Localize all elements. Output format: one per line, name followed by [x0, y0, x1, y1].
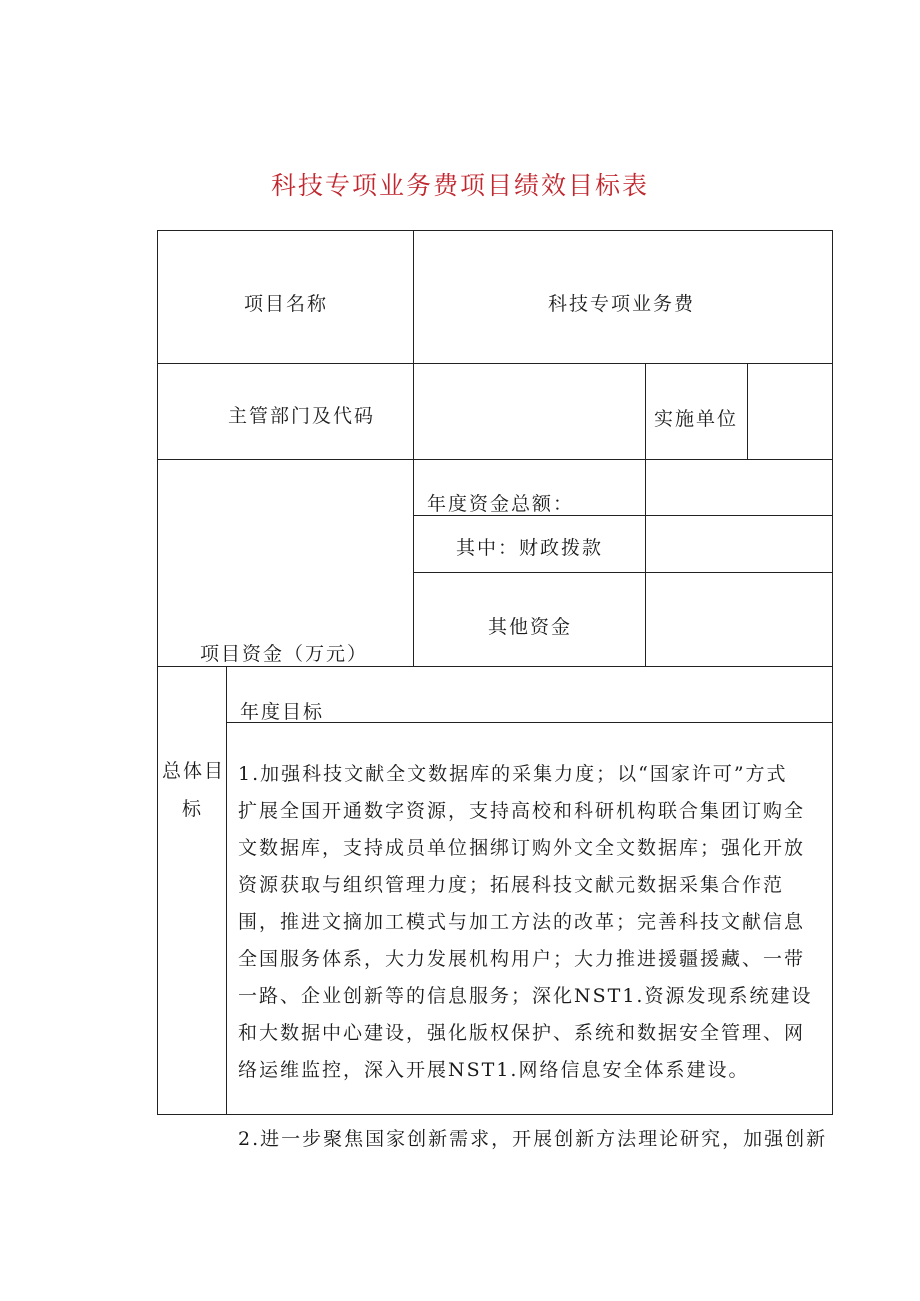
row-divider	[157, 666, 833, 667]
paragraph-line: 全国服务体系，大力发展机构用户；大力推进援疆援藏、一带	[238, 948, 806, 970]
page-title: 科技专项业务费项目绩效目标表	[270, 171, 649, 200]
paragraph-line: 1.加强科技文献全文数据库的采集力度；以“国家许可”方式	[238, 763, 788, 785]
row-divider	[413, 572, 833, 573]
funds-label: 项目资金（万元）	[200, 643, 369, 665]
overall-goal-label-line1: 总体目	[162, 760, 226, 782]
overall-goal-label-line2: 标	[182, 798, 204, 820]
paragraph-line: 络运维监控，深入开展NST1.网络信息安全体系建设。	[238, 1059, 750, 1081]
table-border-left	[157, 230, 158, 1115]
column-divider	[747, 363, 748, 460]
table-border-right	[832, 230, 833, 1115]
row-divider	[157, 363, 833, 364]
column-divider	[645, 363, 646, 460]
other-funds-label: 其他资金	[488, 616, 573, 638]
project-name-label: 项目名称	[244, 293, 329, 315]
column-divider	[413, 230, 414, 667]
paragraph-line: 和大数据中心建设，强化版权保护、系统和数据安全管理、网	[238, 1022, 806, 1044]
department-label: 主管部门及代码	[228, 405, 376, 427]
paragraph-line: 围，推进文摘加工模式与加工方法的改革；完善科技文献信息	[238, 911, 806, 933]
project-name-value: 科技专项业务费	[548, 293, 696, 315]
column-divider	[645, 459, 646, 667]
annual-goal-label: 年度目标	[240, 701, 325, 723]
row-divider	[157, 459, 833, 460]
unit-label: 实施单位	[654, 408, 739, 430]
paragraph-line: 扩展全国开通数字资源，支持高校和科研机构联合集团订购全	[238, 800, 806, 822]
paragraph-line: 资源获取与组织管理力度；拓展科技文献元数据采集合作范	[238, 874, 785, 896]
paragraph-line: 文数据库，支持成员单位捆绑订购外文全文数据库；强化开放	[238, 837, 806, 859]
fiscal-funds-label: 其中：财政拨款	[456, 537, 604, 559]
continuation-text: 2.进一步聚焦国家创新需求，开展创新方法理论研究，加强创新	[238, 1128, 828, 1150]
total-funds-label: 年度资金总额：	[427, 493, 575, 515]
column-divider	[226, 666, 227, 1115]
table-border-bottom	[157, 1114, 833, 1115]
paragraph-line: 一路、企业创新等的信息服务；深化NST1.资源发现系统建设	[238, 985, 813, 1007]
table-border-top	[157, 230, 833, 231]
annual-goal-paragraph	[238, 756, 828, 1089]
